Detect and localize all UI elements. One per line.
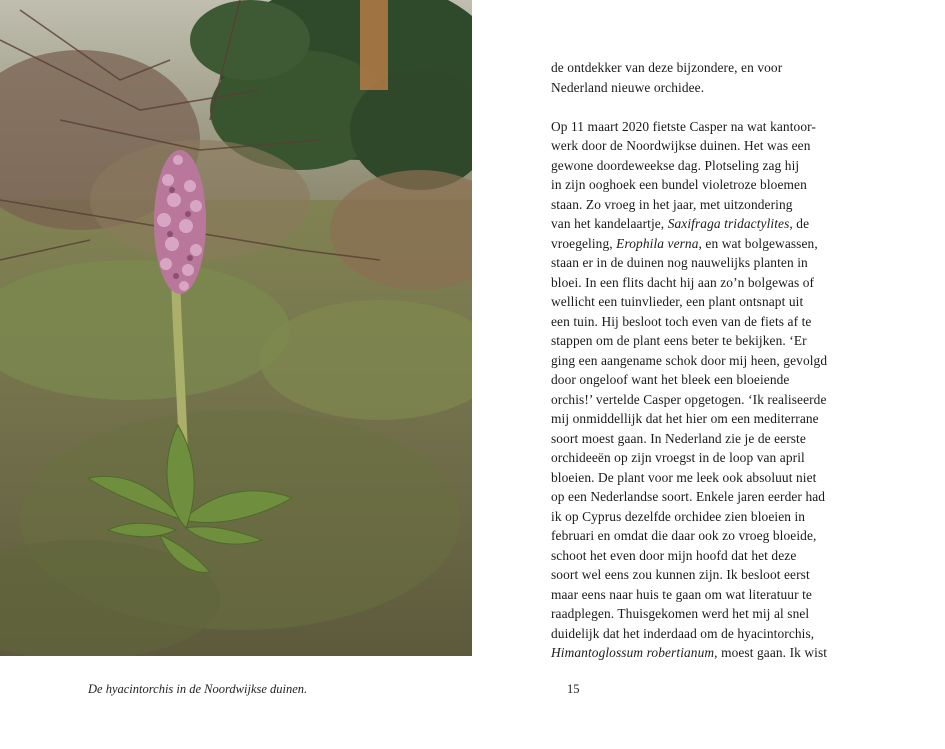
text-line [551, 175, 871, 195]
paragraph-gap [551, 97, 871, 117]
text-segment: ging een aangename schok door mij heen, gevolgd [551, 352, 828, 368]
text-line [551, 429, 871, 449]
text-line [551, 546, 871, 566]
text-segment: duidelijk dat het inderdaad om de hyacintorchis, [551, 625, 815, 641]
text-segment: bloei. In een flits dacht hij aan zo’n bolgewas of [551, 274, 815, 290]
page-number: 15 [567, 682, 580, 696]
text-segment: werk door de Noordwijkse duinen. Het was een [551, 138, 811, 153]
species-name: Saxifraga tridactylites [667, 216, 790, 231]
text-line [551, 156, 871, 176]
text-line [551, 585, 871, 605]
text-segment: schoot het even door mijn hoofd dat het deze [551, 547, 797, 563]
text-segment: ik op Cyprus dezelfde orchidee zien bloeien in [551, 508, 806, 524]
text-line [551, 643, 871, 663]
text-segment: orchideeën op zijn vroegst in de loop van april [551, 450, 805, 465]
text-segment: stappen om de plant eens beter te bekijken. ‘Er [551, 333, 807, 348]
text-line [551, 507, 871, 527]
text-line [551, 253, 871, 273]
text-line [551, 117, 871, 137]
text-segment: een tuin. Hij besloot toch even van de fiets af te [551, 313, 812, 329]
text-line [551, 468, 871, 488]
text-line [551, 214, 871, 234]
text-segment: van het kandelaartje, [551, 216, 668, 231]
text-line [551, 487, 871, 507]
text-segment: vroegeling, [551, 235, 617, 251]
text-line: Nederland nieuwe orchidee. [551, 79, 705, 95]
text-line [551, 604, 871, 624]
text-segment: op een Nederlandse soort. Enkele jaren eerder had [551, 489, 826, 504]
text-line [551, 195, 871, 215]
text-segment: soort moest gaan. In Nederland zie je de eerste [551, 430, 806, 446]
text-line [551, 448, 871, 468]
text-segment: orchis!’ vertelde Casper opgetogen. ‘Ik realiseerde [551, 391, 827, 407]
text-line [551, 292, 871, 312]
text-line [551, 624, 871, 644]
text-line [551, 331, 871, 351]
species-name: Erophila verna [616, 235, 699, 251]
text-segment: soort wel eens zou kunnen zijn. Ik besloot eerst [551, 567, 810, 582]
text-line: de ontdekker van deze bijzondere, en voor [551, 60, 783, 75]
text-segment: bloeien. De plant voor me leek ook absoluut niet [551, 469, 817, 485]
text-segment: staan. Zo vroeg in het jaar, met uitzondering [551, 196, 793, 212]
text-line [551, 565, 871, 585]
text-segment: Op 11 maart 2020 fietste Casper na wat kantoor- [551, 118, 816, 134]
text-segment: in zijn ooghoek een bundel violetroze bloemen [551, 177, 807, 192]
text-line [551, 273, 871, 293]
text-segment: , en wat bolgewassen, [698, 235, 818, 251]
text-segment: staan er in de duinen nog nauwelijks planten in [551, 255, 808, 270]
species-name: Himantoglossum robertianum [551, 645, 715, 660]
text-segment: mij onmiddellijk dat het hier om een mediterrane [551, 411, 819, 426]
text-line [551, 526, 871, 546]
text-line [551, 370, 871, 390]
text-segment: gewone doordeweekse dag. Plotseling zag hij [551, 157, 800, 173]
body-text [551, 58, 871, 663]
text-line [551, 409, 871, 429]
text-segment: wellicht een tuinvlieder, een plant ontsnapt uit [551, 294, 804, 309]
text-segment: door ongeloof want het bleek een bloeiende [551, 372, 790, 387]
text-line [551, 312, 871, 332]
text-segment: raadplegen. Thuisgekomen werd het mij al snel [551, 606, 810, 621]
text-segment: februari en omdat die daar ook zo vroeg bloeide, [551, 528, 817, 543]
paragraph [551, 117, 871, 663]
text-line [551, 390, 871, 410]
text-line [551, 234, 871, 254]
text-segment: , moest gaan. Ik wist [714, 645, 828, 660]
text-segment: , de [789, 216, 810, 231]
orchid-photo [0, 0, 472, 656]
text-line [551, 351, 871, 371]
text-line [551, 136, 871, 156]
photo-caption: De hyacintorchis in de Noordwijkse duinen. [88, 682, 308, 696]
text-segment: maar eens naar huis te gaan om wat literatuur te [551, 586, 812, 602]
